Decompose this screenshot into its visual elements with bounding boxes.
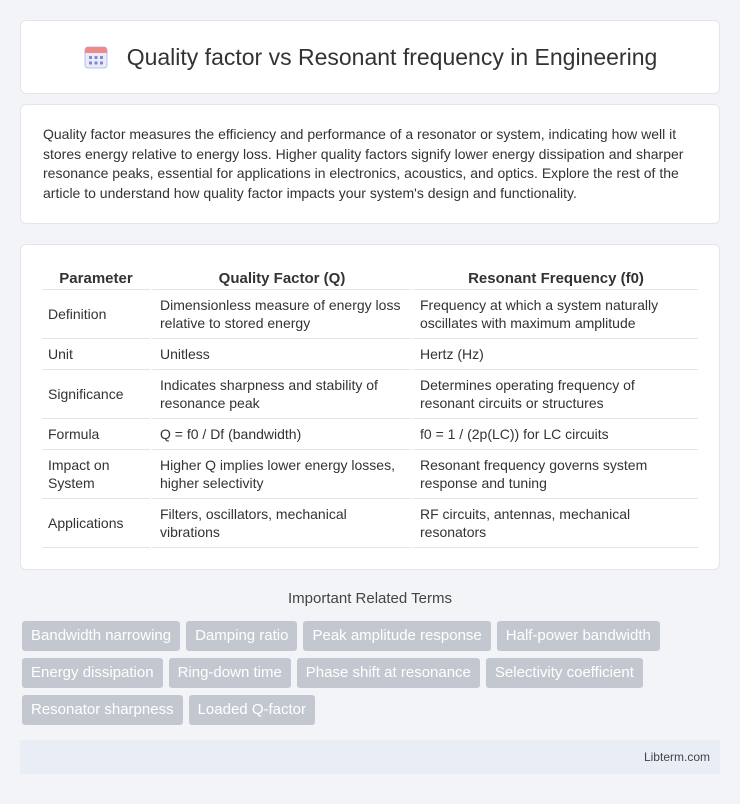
footer [20,740,720,774]
table-cell: Resonant frequency governs system response and tuning [410,450,698,499]
footer-brand[interactable]: Libterm.com [643,750,710,764]
table-cell: Higher Q implies lower energy losses, higher selectivity [150,450,410,499]
related-terms-list [22,621,722,725]
related-term-tag[interactable]: Half-power bandwidth [497,621,660,651]
intro-card [20,104,720,224]
header-card [20,20,720,94]
table-row [42,450,698,499]
table-cell: RF circuits, antennas, mechanical resonators [410,499,698,548]
column-header: Resonant Frequency (f0) [410,265,698,290]
related-term-tag[interactable]: Damping ratio [186,621,297,651]
table-cell: Unitless [150,339,410,370]
table-cell: Q = f0 / Df (bandwidth) [150,419,410,450]
table-row [42,370,698,419]
calendar-grid-icon [83,44,109,70]
table-cell: Indicates sharpness and stability of resonance peak [150,370,410,419]
table-cell: Dimensionless measure of energy loss relative to stored energy [150,290,410,339]
table-cell: Definition [42,290,150,339]
related-term-tag[interactable]: Resonator sharpness [22,695,183,725]
intro-paragraph: Quality factor measures the efficiency and performance of a resonator or system, indicating how well it stores energy relative to energy loss. Higher quality factors signify lower energy dissipation and sharper resonance peaks, essential for applications in electronics, acoustics, and optics. Explore the rest of the article to understand how quality factor impacts your system's design and functionality. [43,126,684,201]
table-cell: Determines operating frequency of resonant circuits or structures [410,370,698,419]
table-cell: Frequency at which a system naturally oscillates with maximum amplitude [410,290,698,339]
related-terms-title: Important Related Terms [288,590,452,607]
related-term-tag[interactable]: Phase shift at resonance [297,658,480,688]
table-cell: Formula [42,419,150,450]
table-row [42,499,698,548]
table-cell: Filters, oscillators, mechanical vibrations [150,499,410,548]
table-cell: Hertz (Hz) [410,339,698,370]
table-cell: f0 = 1 / (2p(LC)) for LC circuits [410,419,698,450]
table-row [42,419,698,450]
header [83,44,658,71]
related-term-tag[interactable]: Bandwidth narrowing [22,621,180,651]
table-cell: Unit [42,339,150,370]
column-header: Parameter [42,265,150,290]
comparison-table-card [20,244,720,570]
table-row [42,339,698,370]
table-cell: Applications [42,499,150,548]
related-term-tag[interactable]: Loaded Q-factor [189,695,315,725]
comparison-table [42,265,698,548]
related-term-tag[interactable]: Ring-down time [169,658,291,688]
related-term-tag[interactable]: Energy dissipation [22,658,163,688]
table-header-row [42,265,698,290]
column-header: Quality Factor (Q) [150,265,410,290]
table-cell: Impact on System [42,450,150,499]
table-row [42,290,698,339]
page-title: Quality factor vs Resonant frequency in Engineering [126,43,658,70]
table-cell: Significance [42,370,150,419]
related-term-tag[interactable]: Peak amplitude response [303,621,490,651]
related-term-tag[interactable]: Selectivity coefficient [486,658,643,688]
